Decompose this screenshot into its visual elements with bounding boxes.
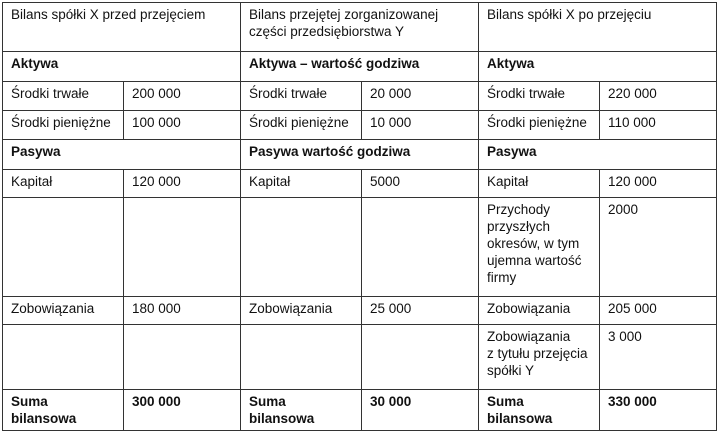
row-label: Zobowiązania — [3, 297, 124, 325]
total-value: 330 000 — [600, 390, 717, 431]
row-value: 5000 — [362, 170, 479, 198]
total-label: Suma bilansowa — [479, 390, 600, 431]
section-pasywa-acquired: Pasywa wartość godziwa — [241, 140, 479, 170]
row-label: Środki pieniężne — [241, 111, 362, 140]
row-value — [124, 325, 241, 390]
balance-sheet-table — [2, 2, 717, 431]
section-pasywa-after: Pasywa — [479, 140, 717, 170]
section-pasywa-before: Pasywa — [3, 140, 241, 170]
row-value: 205 000 — [600, 297, 717, 325]
table-row — [3, 325, 717, 390]
row-value: 220 000 — [600, 82, 717, 111]
total-label: Suma bilansowa — [3, 390, 124, 431]
table-row — [3, 111, 717, 140]
row-value: 3 000 — [600, 325, 717, 390]
row-label — [241, 198, 362, 297]
table-row — [3, 82, 717, 111]
header-after: Bilans spółki X po przejęciu — [479, 3, 717, 52]
row-label: Środki trwałe — [479, 82, 600, 111]
row-value: 110 000 — [600, 111, 717, 140]
row-value: 120 000 — [600, 170, 717, 198]
row-value: 100 000 — [124, 111, 241, 140]
row-value: 200 000 — [124, 82, 241, 111]
row-label: Kapitał — [241, 170, 362, 198]
total-label: Suma bilansowa — [241, 390, 362, 431]
row-value: 20 000 — [362, 82, 479, 111]
row-label: Zobowiązania z tytułu przejęcia spółki Y — [479, 325, 600, 390]
row-label: Zobowiązania — [479, 297, 600, 325]
row-value: 2000 — [600, 198, 717, 297]
row-label: Środki trwałe — [241, 82, 362, 111]
row-label: Przychody przyszłych okresów, w tym ujemna wartość firmy — [479, 198, 600, 297]
section-aktywa-acquired: Aktywa – wartość godziwa — [241, 52, 479, 82]
row-label: Środki trwałe — [3, 82, 124, 111]
table-row — [3, 198, 717, 297]
section-aktywa-before: Aktywa — [3, 52, 241, 82]
total-value: 300 000 — [124, 390, 241, 431]
section-aktywa-after: Aktywa — [479, 52, 717, 82]
header-before: Bilans spółki X przed przejęciem — [3, 3, 241, 52]
row-label — [3, 325, 124, 390]
section-aktywa-row — [3, 52, 717, 82]
row-value: 10 000 — [362, 111, 479, 140]
row-label: Kapitał — [479, 170, 600, 198]
row-value — [124, 198, 241, 297]
totals-row — [3, 390, 717, 431]
row-value: 25 000 — [362, 297, 479, 325]
row-value: 120 000 — [124, 170, 241, 198]
row-value: 180 000 — [124, 297, 241, 325]
header-acquired: Bilans przejętej zorganizowanej części przedsiębiorstwa Y — [241, 3, 479, 52]
section-pasywa-row — [3, 140, 717, 170]
table-row — [3, 297, 717, 325]
table-row — [3, 170, 717, 198]
total-value: 30 000 — [362, 390, 479, 431]
row-value — [362, 198, 479, 297]
row-label: Środki pieniężne — [3, 111, 124, 140]
row-label: Zobowiązania — [241, 297, 362, 325]
row-label: Środki pieniężne — [479, 111, 600, 140]
row-value — [362, 325, 479, 390]
row-label — [241, 325, 362, 390]
header-row — [3, 3, 717, 52]
row-label — [3, 198, 124, 297]
row-label: Kapitał — [3, 170, 124, 198]
